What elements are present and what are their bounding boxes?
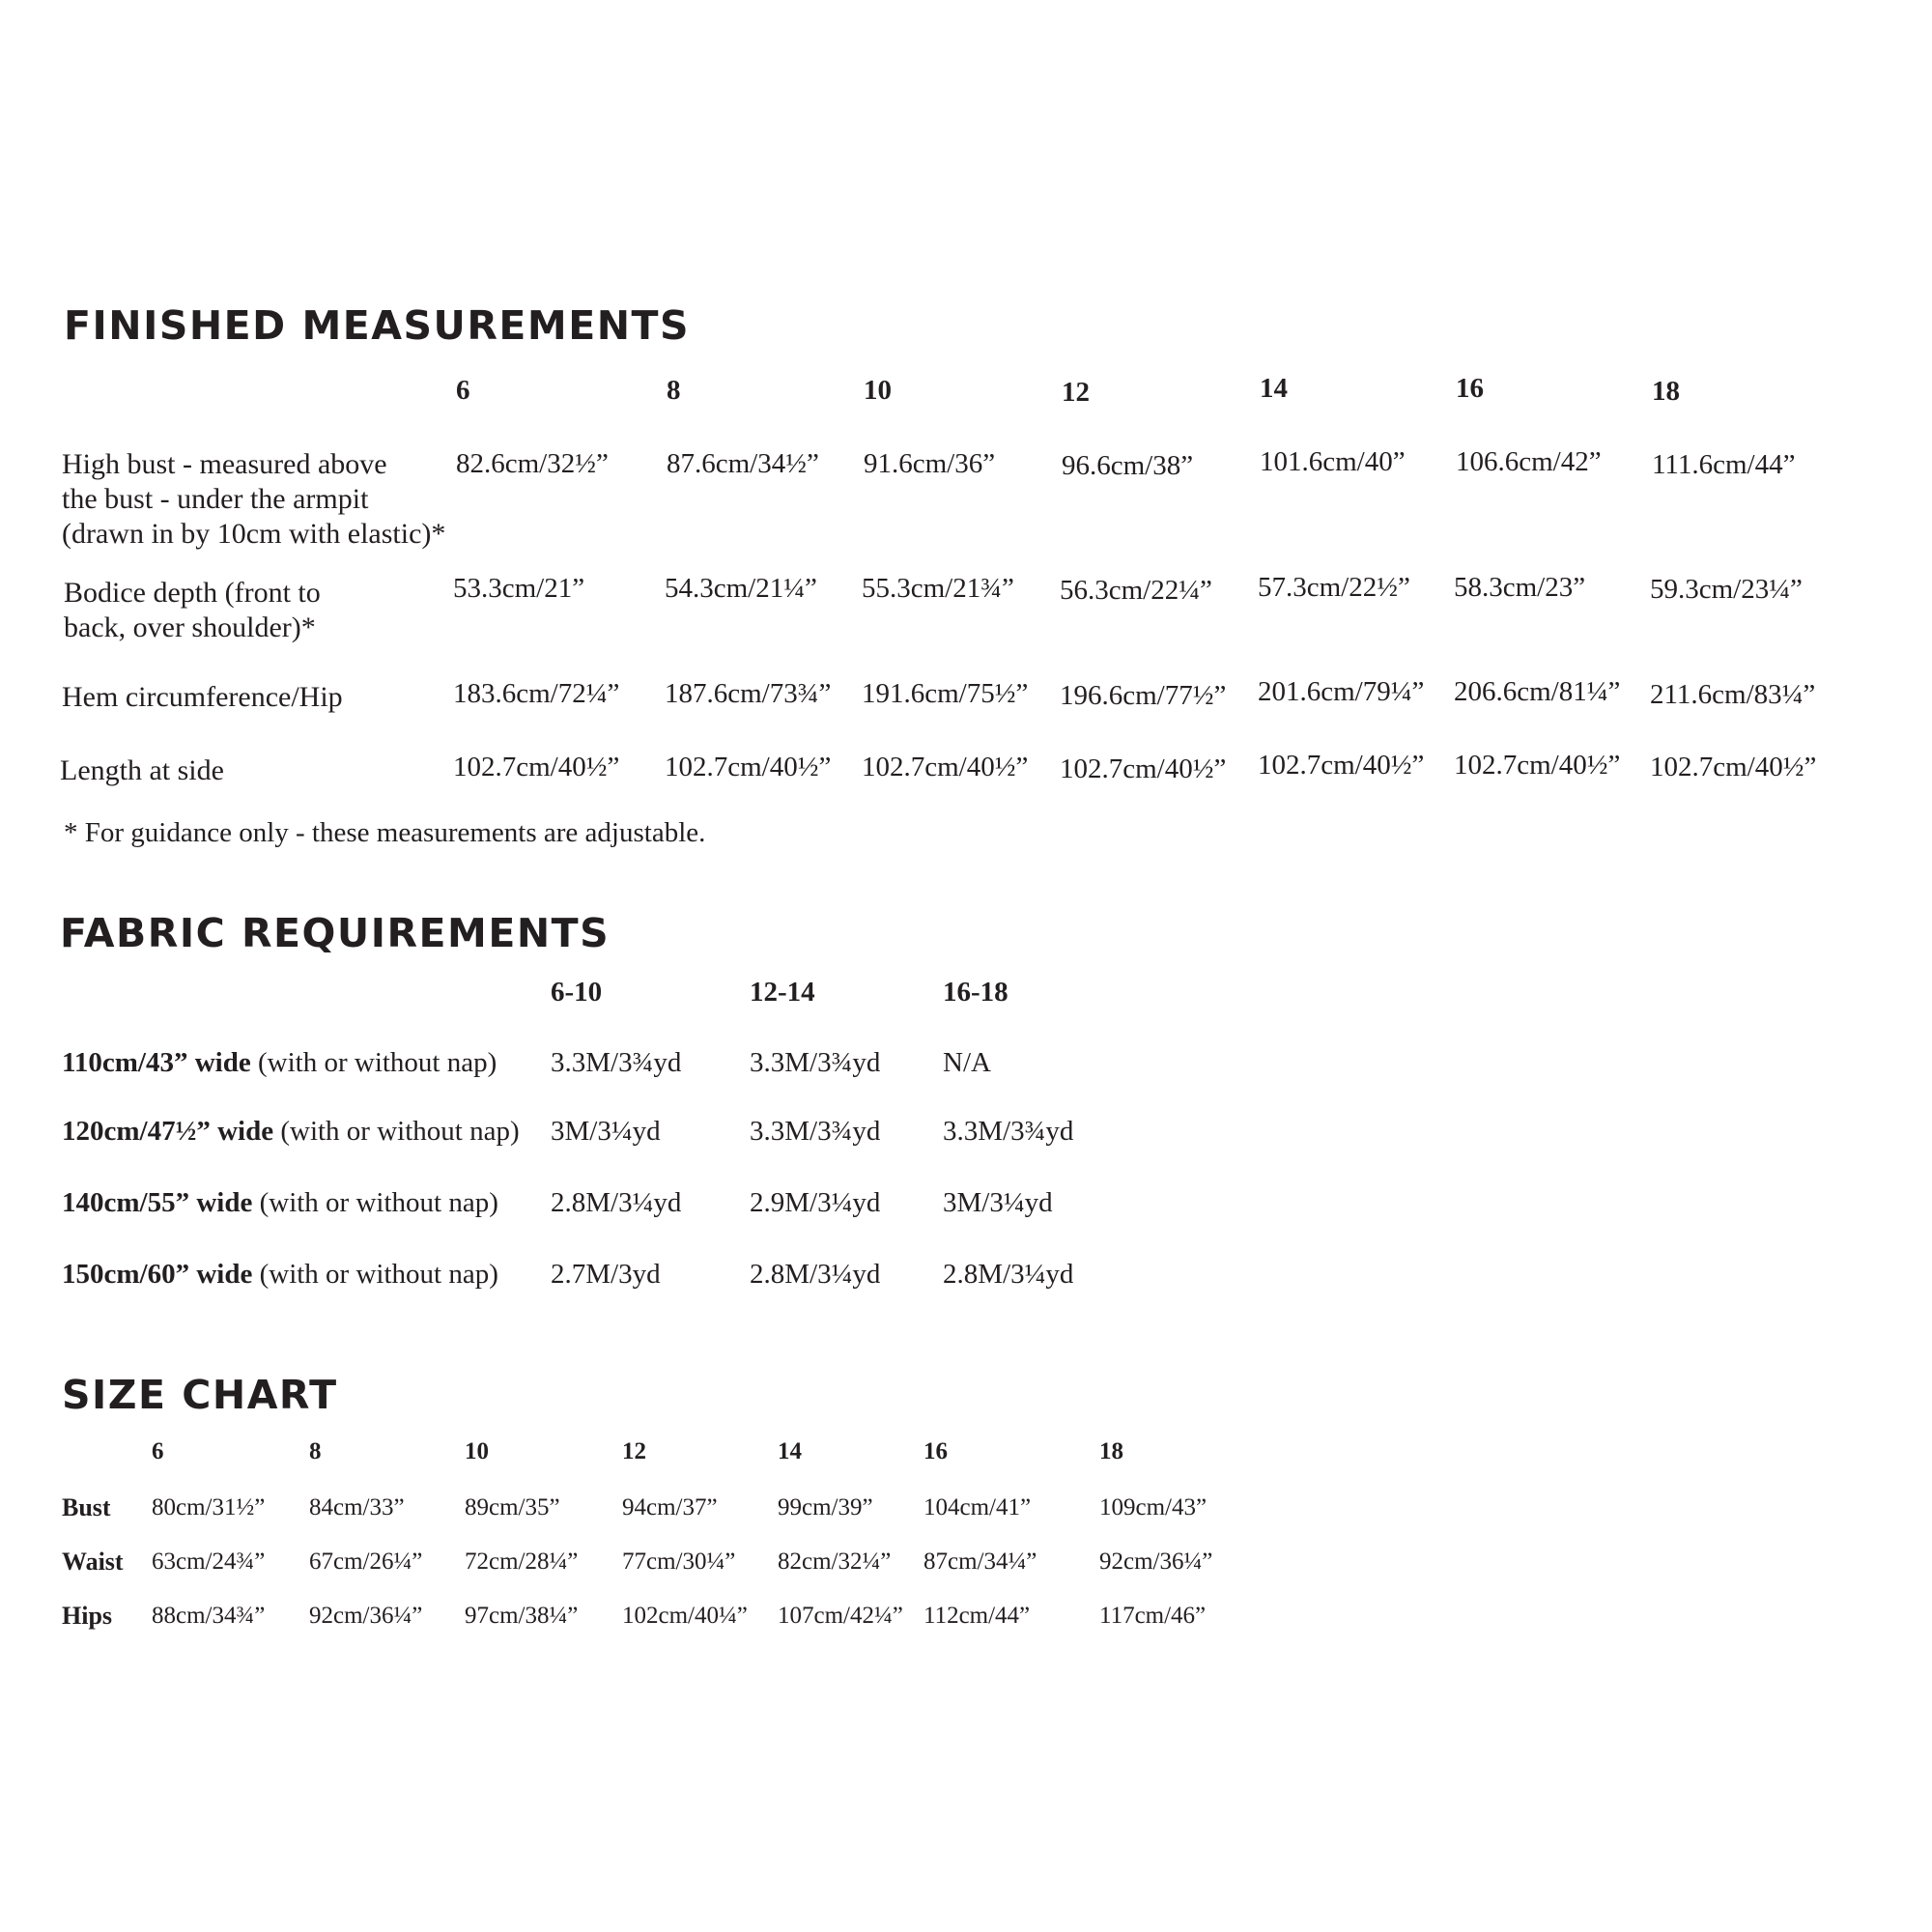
fr-cell: 3.3M/3¾yd: [750, 1047, 881, 1078]
sc-cell: 92cm/36¼”: [1099, 1548, 1213, 1575]
sc-cell: 99cm/39”: [778, 1494, 873, 1520]
fr-row-label: 120cm/47½” wide (with or without nap): [62, 1116, 520, 1147]
fm-cell: 58.3cm/23”: [1454, 572, 1586, 603]
sc-cell: 67cm/26¼”: [309, 1548, 423, 1575]
sc-size-header: 6: [152, 1438, 164, 1464]
fm-footnote: * For guidance only - these measurements are adjustable.: [64, 817, 706, 848]
fm-cell: 102.7cm/40½”: [1060, 753, 1227, 784]
sc-size-header: 8: [309, 1438, 322, 1464]
sc-cell: 104cm/41”: [923, 1494, 1032, 1520]
sc-cell: 87cm/34¼”: [923, 1548, 1037, 1575]
fm-cell: 102.7cm/40½”: [1258, 750, 1425, 781]
fm-cell: 106.6cm/42”: [1456, 446, 1602, 477]
fm-cell: 57.3cm/22½”: [1258, 572, 1410, 603]
fm-cell: 87.6cm/34½”: [667, 448, 819, 479]
fm-cell: 59.3cm/23¼”: [1650, 574, 1803, 605]
fr-cell: 2.8M/3¼yd: [943, 1259, 1074, 1290]
fm-row-label: High bust - measured above the bust - under the armpit (drawn in by 10cm with elastic)*: [62, 448, 446, 550]
fm-size-header: 6: [456, 375, 470, 406]
sc-cell: 77cm/30¼”: [622, 1548, 736, 1575]
fm-cell: 191.6cm/75½”: [862, 678, 1029, 709]
sc-size-header: 12: [622, 1438, 646, 1464]
fm-size-header: 14: [1260, 373, 1288, 404]
fabric-requirements-title: FABRIC REQUIREMENTS: [60, 910, 611, 956]
sc-row-label: Bust: [62, 1493, 111, 1521]
size-chart-title: SIZE CHART: [62, 1372, 338, 1418]
sc-cell: 63cm/24¾”: [152, 1548, 266, 1575]
fr-size-header: 16-18: [943, 977, 1009, 1008]
fm-cell: 102.7cm/40½”: [1454, 750, 1621, 781]
fm-cell: 187.6cm/73¾”: [665, 678, 832, 709]
fr-cell: 3M/3¼yd: [551, 1116, 661, 1147]
sc-row-label: Waist: [62, 1548, 124, 1576]
fm-cell: 96.6cm/38”: [1062, 450, 1194, 481]
sc-row-label: Hips: [62, 1602, 113, 1630]
sc-cell: 117cm/46”: [1099, 1603, 1207, 1629]
sc-cell: 112cm/44”: [923, 1603, 1031, 1629]
fm-cell: 201.6cm/79¼”: [1258, 676, 1425, 707]
sc-size-header: 14: [778, 1438, 802, 1464]
fr-row-label: 110cm/43” wide (with or without nap): [62, 1047, 497, 1078]
sc-cell: 80cm/31½”: [152, 1494, 266, 1520]
fm-cell: 56.3cm/22¼”: [1060, 575, 1212, 606]
fm-cell: 53.3cm/21”: [453, 573, 585, 604]
sc-cell: 102cm/40¼”: [622, 1603, 748, 1629]
sc-cell: 84cm/33”: [309, 1494, 405, 1520]
fm-size-header: 16: [1456, 373, 1484, 404]
fr-size-header: 6-10: [551, 977, 603, 1008]
fr-cell: 3M/3¼yd: [943, 1187, 1053, 1218]
fm-cell: 102.7cm/40½”: [665, 752, 832, 782]
fr-row-label: 140cm/55” wide (with or without nap): [62, 1187, 498, 1218]
sc-cell: 88cm/34¾”: [152, 1603, 266, 1629]
fm-cell: 102.7cm/40½”: [453, 752, 620, 782]
fr-size-header: 12-14: [750, 977, 815, 1008]
fr-cell: 2.7M/3yd: [551, 1259, 661, 1290]
fm-cell: 196.6cm/77½”: [1060, 680, 1227, 711]
fr-cell: 3.3M/3¾yd: [943, 1116, 1074, 1147]
fm-cell: 101.6cm/40”: [1260, 446, 1406, 477]
fm-cell: 102.7cm/40½”: [862, 752, 1029, 782]
finished-measurements-title: FINISHED MEASUREMENTS: [64, 302, 691, 349]
sc-size-header: 16: [923, 1438, 948, 1464]
sc-cell: 94cm/37”: [622, 1494, 718, 1520]
sc-size-header: 18: [1099, 1438, 1123, 1464]
sc-cell: 107cm/42¼”: [778, 1603, 903, 1629]
fr-cell: 3.3M/3¾yd: [750, 1116, 881, 1147]
fm-size-header: 8: [667, 375, 681, 406]
fm-cell: 211.6cm/83¼”: [1650, 679, 1816, 710]
fm-row-label: Length at side: [60, 754, 224, 786]
fm-cell: 102.7cm/40½”: [1650, 752, 1817, 782]
fm-cell: 91.6cm/36”: [864, 448, 996, 479]
sc-cell: 89cm/35”: [465, 1494, 560, 1520]
sc-cell: 72cm/28¼”: [465, 1548, 579, 1575]
fm-cell: 54.3cm/21¼”: [665, 573, 817, 604]
fm-cell: 82.6cm/32½”: [456, 448, 609, 479]
fm-row-label: Hem circumference/Hip: [62, 681, 343, 713]
fr-cell: 2.8M/3¼yd: [750, 1259, 881, 1290]
fr-cell: N/A: [943, 1047, 991, 1078]
fm-cell: 55.3cm/21¾”: [862, 573, 1014, 604]
fr-row-label: 150cm/60” wide (with or without nap): [62, 1259, 498, 1290]
fr-cell: 2.9M/3¼yd: [750, 1187, 881, 1218]
sc-cell: 92cm/36¼”: [309, 1603, 423, 1629]
fm-size-header: 18: [1652, 376, 1680, 407]
sc-cell: 97cm/38¼”: [465, 1603, 579, 1629]
fm-cell: 206.6cm/81¼”: [1454, 676, 1621, 707]
fm-row-label: Bodice depth (front to back, over shoulder)*: [64, 577, 321, 643]
fm-size-header: 10: [864, 375, 892, 406]
sc-cell: 82cm/32¼”: [778, 1548, 892, 1575]
fm-size-header: 12: [1062, 377, 1090, 408]
fr-cell: 2.8M/3¼yd: [551, 1187, 682, 1218]
fr-cell: 3.3M/3¾yd: [551, 1047, 682, 1078]
sc-size-header: 10: [465, 1438, 489, 1464]
fm-cell: 111.6cm/44”: [1652, 449, 1796, 480]
sc-cell: 109cm/43”: [1099, 1494, 1208, 1520]
fm-cell: 183.6cm/72¼”: [453, 678, 620, 709]
